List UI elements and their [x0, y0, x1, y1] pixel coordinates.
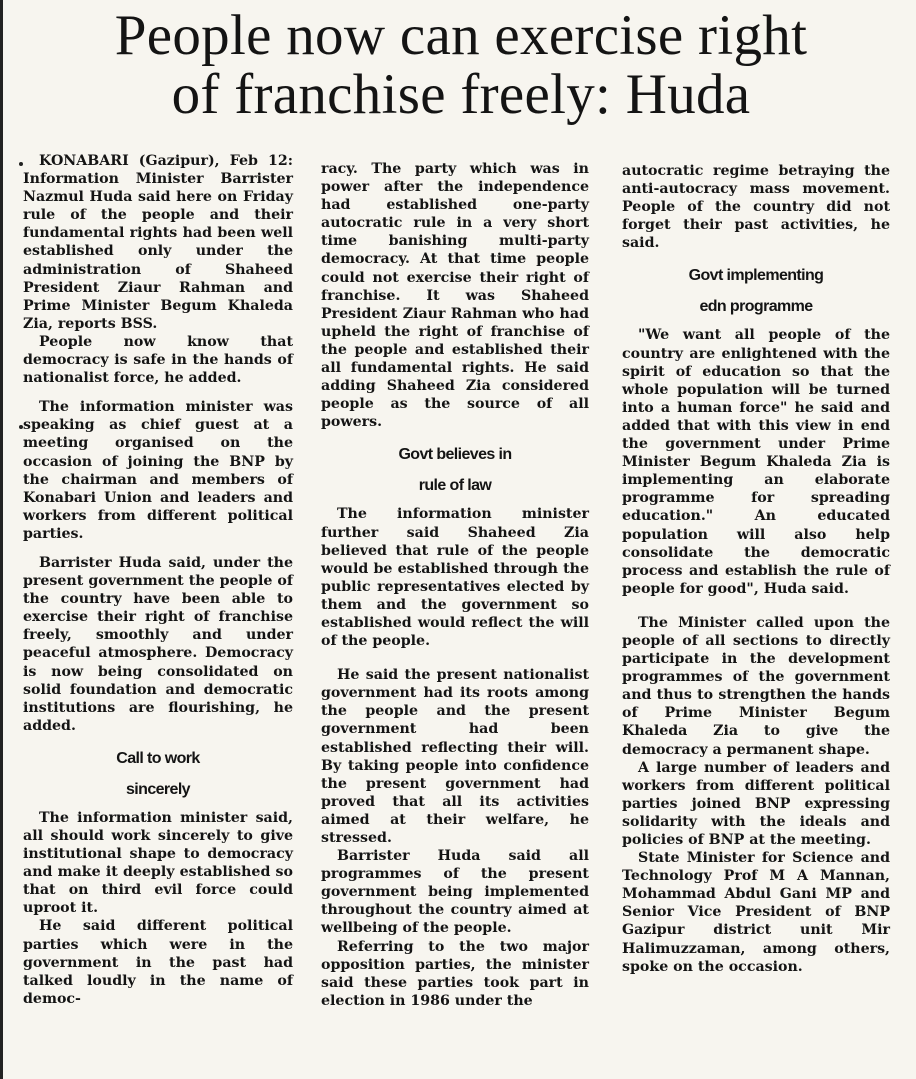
paragraph: racy. The party which was in power after the independence had established one-party autocratic rule in a very short time banishing multi-party democracy. At that time people could not exercise their right of franchise. It was Shaheed President Ziaur Rahman who had upheld the right of franchise of the people and established their all fundamental rights. He said adding Shaheed Zia considered people as the source of all powers. [321, 161, 589, 431]
subheading-line: Call to work [116, 749, 200, 767]
subheading-line: edn programme [699, 298, 813, 316]
paragraph: The information minister was speaking as chief guest at a meeting organised on the occasion of joining the BNP by the chairman and members of Konabari Union and leaders and workers from different political parties. [23, 399, 293, 542]
headline-line-1: People now can exercise right [114, 4, 808, 67]
article-column-2 [321, 160, 589, 1010]
headline [3, 6, 916, 124]
paragraph: He said different political parties which were in the government in the past had talked loudly in the name of democ- [23, 918, 293, 1007]
subheading-line: rule of law [418, 477, 492, 495]
subheading-call-to-work [23, 743, 293, 805]
paragraph: Barrister Huda said all programmes of the present government being implemented throughout the country aimed at wellbeing of the people. [321, 848, 589, 937]
paragraph: KONABARI (Gazipur), Feb 12: Information Minister Barrister Nazmul Huda said here on Friday rule of the people and their fundamental rights had been well established only under the administration of Shaheed President Ziaur Rahman and Prime Minister Begum Khaleda Zia, reports BSS. [23, 153, 293, 332]
subheading-rule-of-law [321, 439, 589, 501]
paragraph: The information minister further said Shaheed Zia believed that rule of the people would be established through the public representatives elected by them and the government so established would reflect the will of the people. [321, 506, 589, 650]
headline-line-2: of franchise freely: Huda [171, 63, 751, 126]
paragraph: State Minister for Science and Technology Prof M A Mannan, Mohammad Abdul Gani MP and Senior Vice President of BNP Gazipur district unit Mir Halimuzzaman, among others, spoke on the occasion. [622, 850, 890, 975]
article-column-1 [23, 152, 293, 1008]
paragraph: People now know that democracy is safe in the hands of nationalist force, he added. [23, 333, 293, 387]
paragraph: "We want all people of the country are enlightened with the spirit of education so that the whole population will be turned into a human force" he said and added that with this view in end the government under Prime Minister Begum Khaleda Zia is implementing an elaborate programme for spreading education." An educated population will also help consolidate the democratic process and establish the rule of people for good", Huda said. [622, 327, 890, 597]
subheading-line: Govt implementing [688, 267, 824, 285]
subheading-edn-programme [622, 260, 890, 322]
paragraph: The information minister said, all should work sincerely to give institutional shape to democracy and make it deeply established so that on third evil force could uproot it. [23, 809, 293, 917]
paragraph: The Minister called upon the people of all sections to directly participate in the development programmes of the government and thus to strengthen the hands of Prime Minister Begum Khaleda Zia to give the democracy a permanent shape. [622, 614, 890, 758]
subheading-line: sincerely [126, 780, 190, 798]
paragraph: A large number of leaders and workers from different political parties joined BNP expressing solidarity with the ideals and policies of BNP at the meeting. [622, 759, 890, 848]
paragraph: Barrister Huda said, under the present government the people of the country have been able to exercise their right of franchise freely, smoothly and under peaceful atmosphere. Democracy is now being consolidated on solid foundation and democratic institutions are flourishing, he added. [23, 554, 293, 734]
article-column-3 [622, 162, 890, 976]
subheading-line: Govt believes in [398, 446, 512, 464]
paragraph: Referring to the two major opposition parties, the minister said these parties took part in election in 1986 under the [321, 938, 589, 1009]
paragraph: He said the present nationalist government had its roots among the people and the present government had been established reflecting their will. By taking people into confidence the present government had proved that all its activities aimed at their welfare, he stressed. [321, 667, 589, 846]
paragraph: autocratic regime betraying the anti-autocracy mass movement. People of the country did not forget their past activities, he said. [622, 163, 890, 252]
